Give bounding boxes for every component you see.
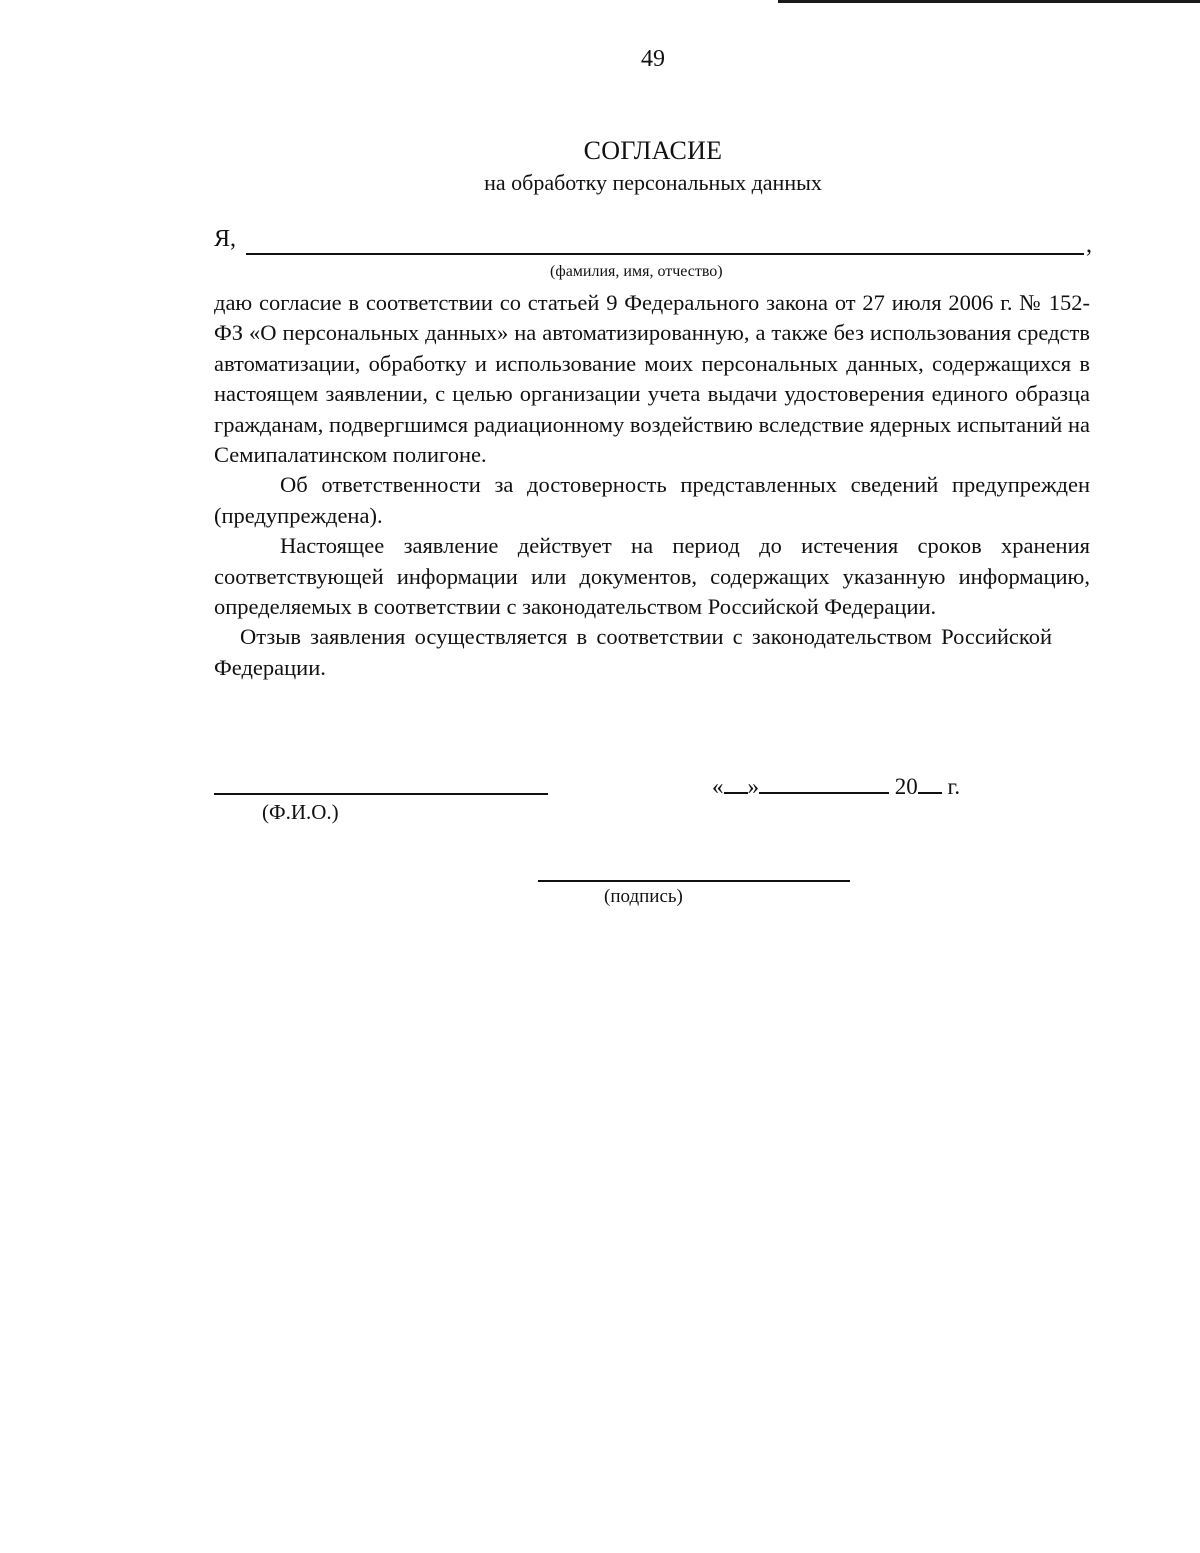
full-name-caption: (фамилия, имя, отчество) [550,263,723,280]
scan-edge-mark [778,0,1200,3]
consent-paragraph-responsibility: Об ответственности за достоверность представленных сведений предупрежден (предупреждена). [214,472,1090,528]
document-title: СОГЛАСИЕ [583,136,723,165]
date-open-quote: « [712,774,724,799]
date-month-blank[interactable] [759,770,889,794]
date-close-quote: » [747,774,759,799]
fio-blank[interactable] [214,793,548,795]
page-number: 49 [641,46,665,72]
date-field [712,770,960,800]
consent-paragraph-main: даю согласие в соответствии со статьей 9 Федерального закона от 27 июля 2006 г. № 152-ФЗ «О персональных данных» на автоматизированную, а также без использования средств автоматизации, обработку и использование моих персональных данных, содержащихся в настоящем заявлении, с целью организации учета выдачи удостоверения единого образца гражданам, подвергшимся радиационному воздействию вследствие ядерных испытаний на Семипалатинском полигоне. [214,290,1090,468]
consent-paragraph-revocation: Отзыв заявления осуществляется в соответствии с законодательством Российской Федерации. [214,624,1052,680]
date-year-suffix: г. [947,774,961,799]
name-field-row [214,226,1094,260]
date-year-prefix: 20 [894,774,918,799]
signature-blank[interactable] [538,880,850,882]
signature-caption: (подпись) [604,886,683,907]
date-day-blank[interactable] [724,770,748,794]
consent-body [214,288,1090,683]
full-name-blank[interactable] [246,253,1084,255]
fio-caption: (Ф.И.О.) [262,800,339,824]
document-subtitle: на обработку персональных данных [484,170,822,195]
name-suffix: , [1086,232,1092,258]
name-prefix: Я, [214,226,237,252]
date-year-blank[interactable] [918,770,942,794]
consent-paragraph-validity: Настоящее заявление действует на период до истечения сроков хранения соответствующей информации или документов, содержащих указанную информацию, определяемых в соответствии с законодательством Российской Федерации. [214,533,1090,620]
